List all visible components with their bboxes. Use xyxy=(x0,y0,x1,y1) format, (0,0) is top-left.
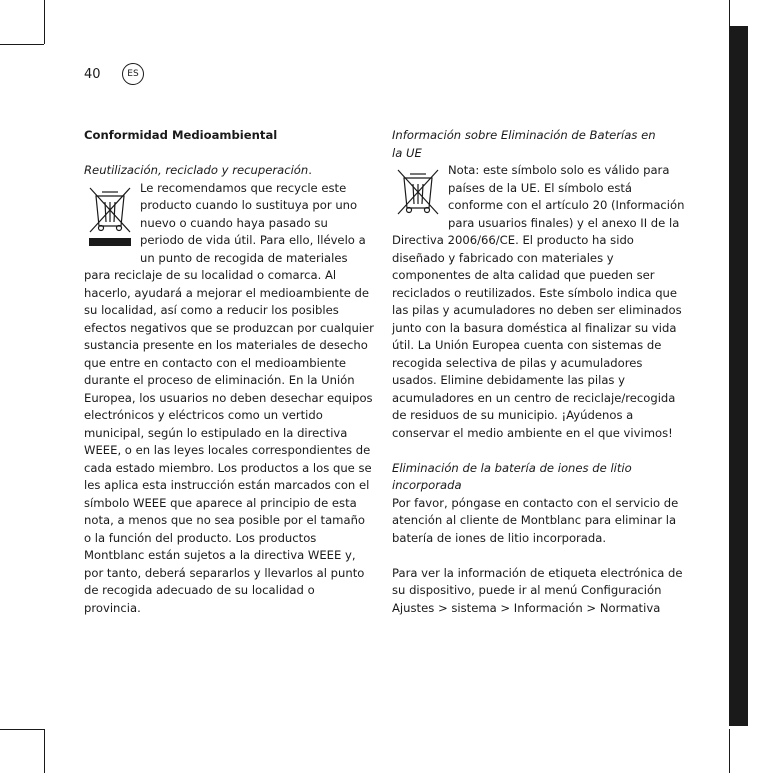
crop-mark xyxy=(0,729,44,730)
liion-body: Por favor, póngase en contacto con el servicio de atención al cliente de Montblanc para eliminar la batería de iones de litio incorporada. xyxy=(392,495,679,545)
section-heading: Conformidad Medioambiental xyxy=(84,128,278,142)
battery-body: Nota: este símbolo solo es válido para países de la UE. El símbolo está conforme con el artículo 20 (Información para usuarios finales) y el anexo II de la Directiva 2006/66/CE. El producto ha sido diseñado y fabricado con materiales y componentes de alta calidad que pueden ser reciclados o reutilizados. Este símbolo indica que las pilas y acumuladores no deben ser eliminados junto con la basura doméstica al finalizar su vida útil. La Unión Europea cuenta con sistemas de recogida selectiva de pilas y acumuladores usados. Elimine debidamente las pilas y acumuladores en un centro de reciclaje/recogida de residuos de su municipio. ¡Ayúdenos a conservar el medio ambiente en el que vivimos! xyxy=(392,163,685,440)
subheading: Reutilización, reciclado y recuperación xyxy=(84,163,309,177)
crop-mark xyxy=(0,44,44,45)
label-body: Para ver la información de etiqueta electrónica de su dispositivo, puede ir al menú Configuración Ajustes > sistema > Información > Normativa xyxy=(392,565,683,615)
language-badge: ES xyxy=(122,63,144,85)
page-number: 40 xyxy=(84,67,101,82)
liion-heading: Eliminación de la batería de iones de litio incorporada xyxy=(392,460,632,492)
left-column xyxy=(84,127,374,617)
subheading-suffix: . xyxy=(308,163,312,177)
crop-mark xyxy=(44,729,45,773)
edge-tab xyxy=(729,26,748,726)
subheading-line xyxy=(84,162,374,180)
weee-bin-icon xyxy=(84,182,136,252)
battery-heading: Información sobre Eliminación de Baterías en la UE xyxy=(392,128,656,160)
body-text: Le recomendamos que recycle este producto cuando lo sustituya por uno nuevo o cuando haya pasado su periodo de vida útil. Para ello, llévelo a un punto de recogida de materiales para reciclaje de su localidad o comarca. Al hacerlo, ayudará a mejorar el medioambiente de su localidad, así como a reducir los posibles efectos negativos que se produzcan por cualquier sustancia presente en los materiales de desecho que entre en contacto con el medioambiente durante el proceso de eliminación. En la Unión Europea, los usuarios no deben desechar equipos electrónicos y eléctricos como un vertido municipal, según lo estipulado en la directiva WEEE, o en las leyes locales correspondientes de cada estado miembro. Los productos a los que se les aplica esta instrucción están marcados con el símbolo WEEE que aparece al principio de esta nota, a menos que no sea posible por el tamaño o la función del producto. Los productos Montblanc están sujetos a la directiva WEEE y, por tanto, deberá separarlos y llevarlos al punto de recogida adecuado de su localidad o provincia. xyxy=(84,180,374,615)
crop-mark xyxy=(729,729,730,773)
right-column xyxy=(392,127,686,617)
battery-bin-icon xyxy=(392,164,444,224)
crop-mark xyxy=(44,0,45,44)
